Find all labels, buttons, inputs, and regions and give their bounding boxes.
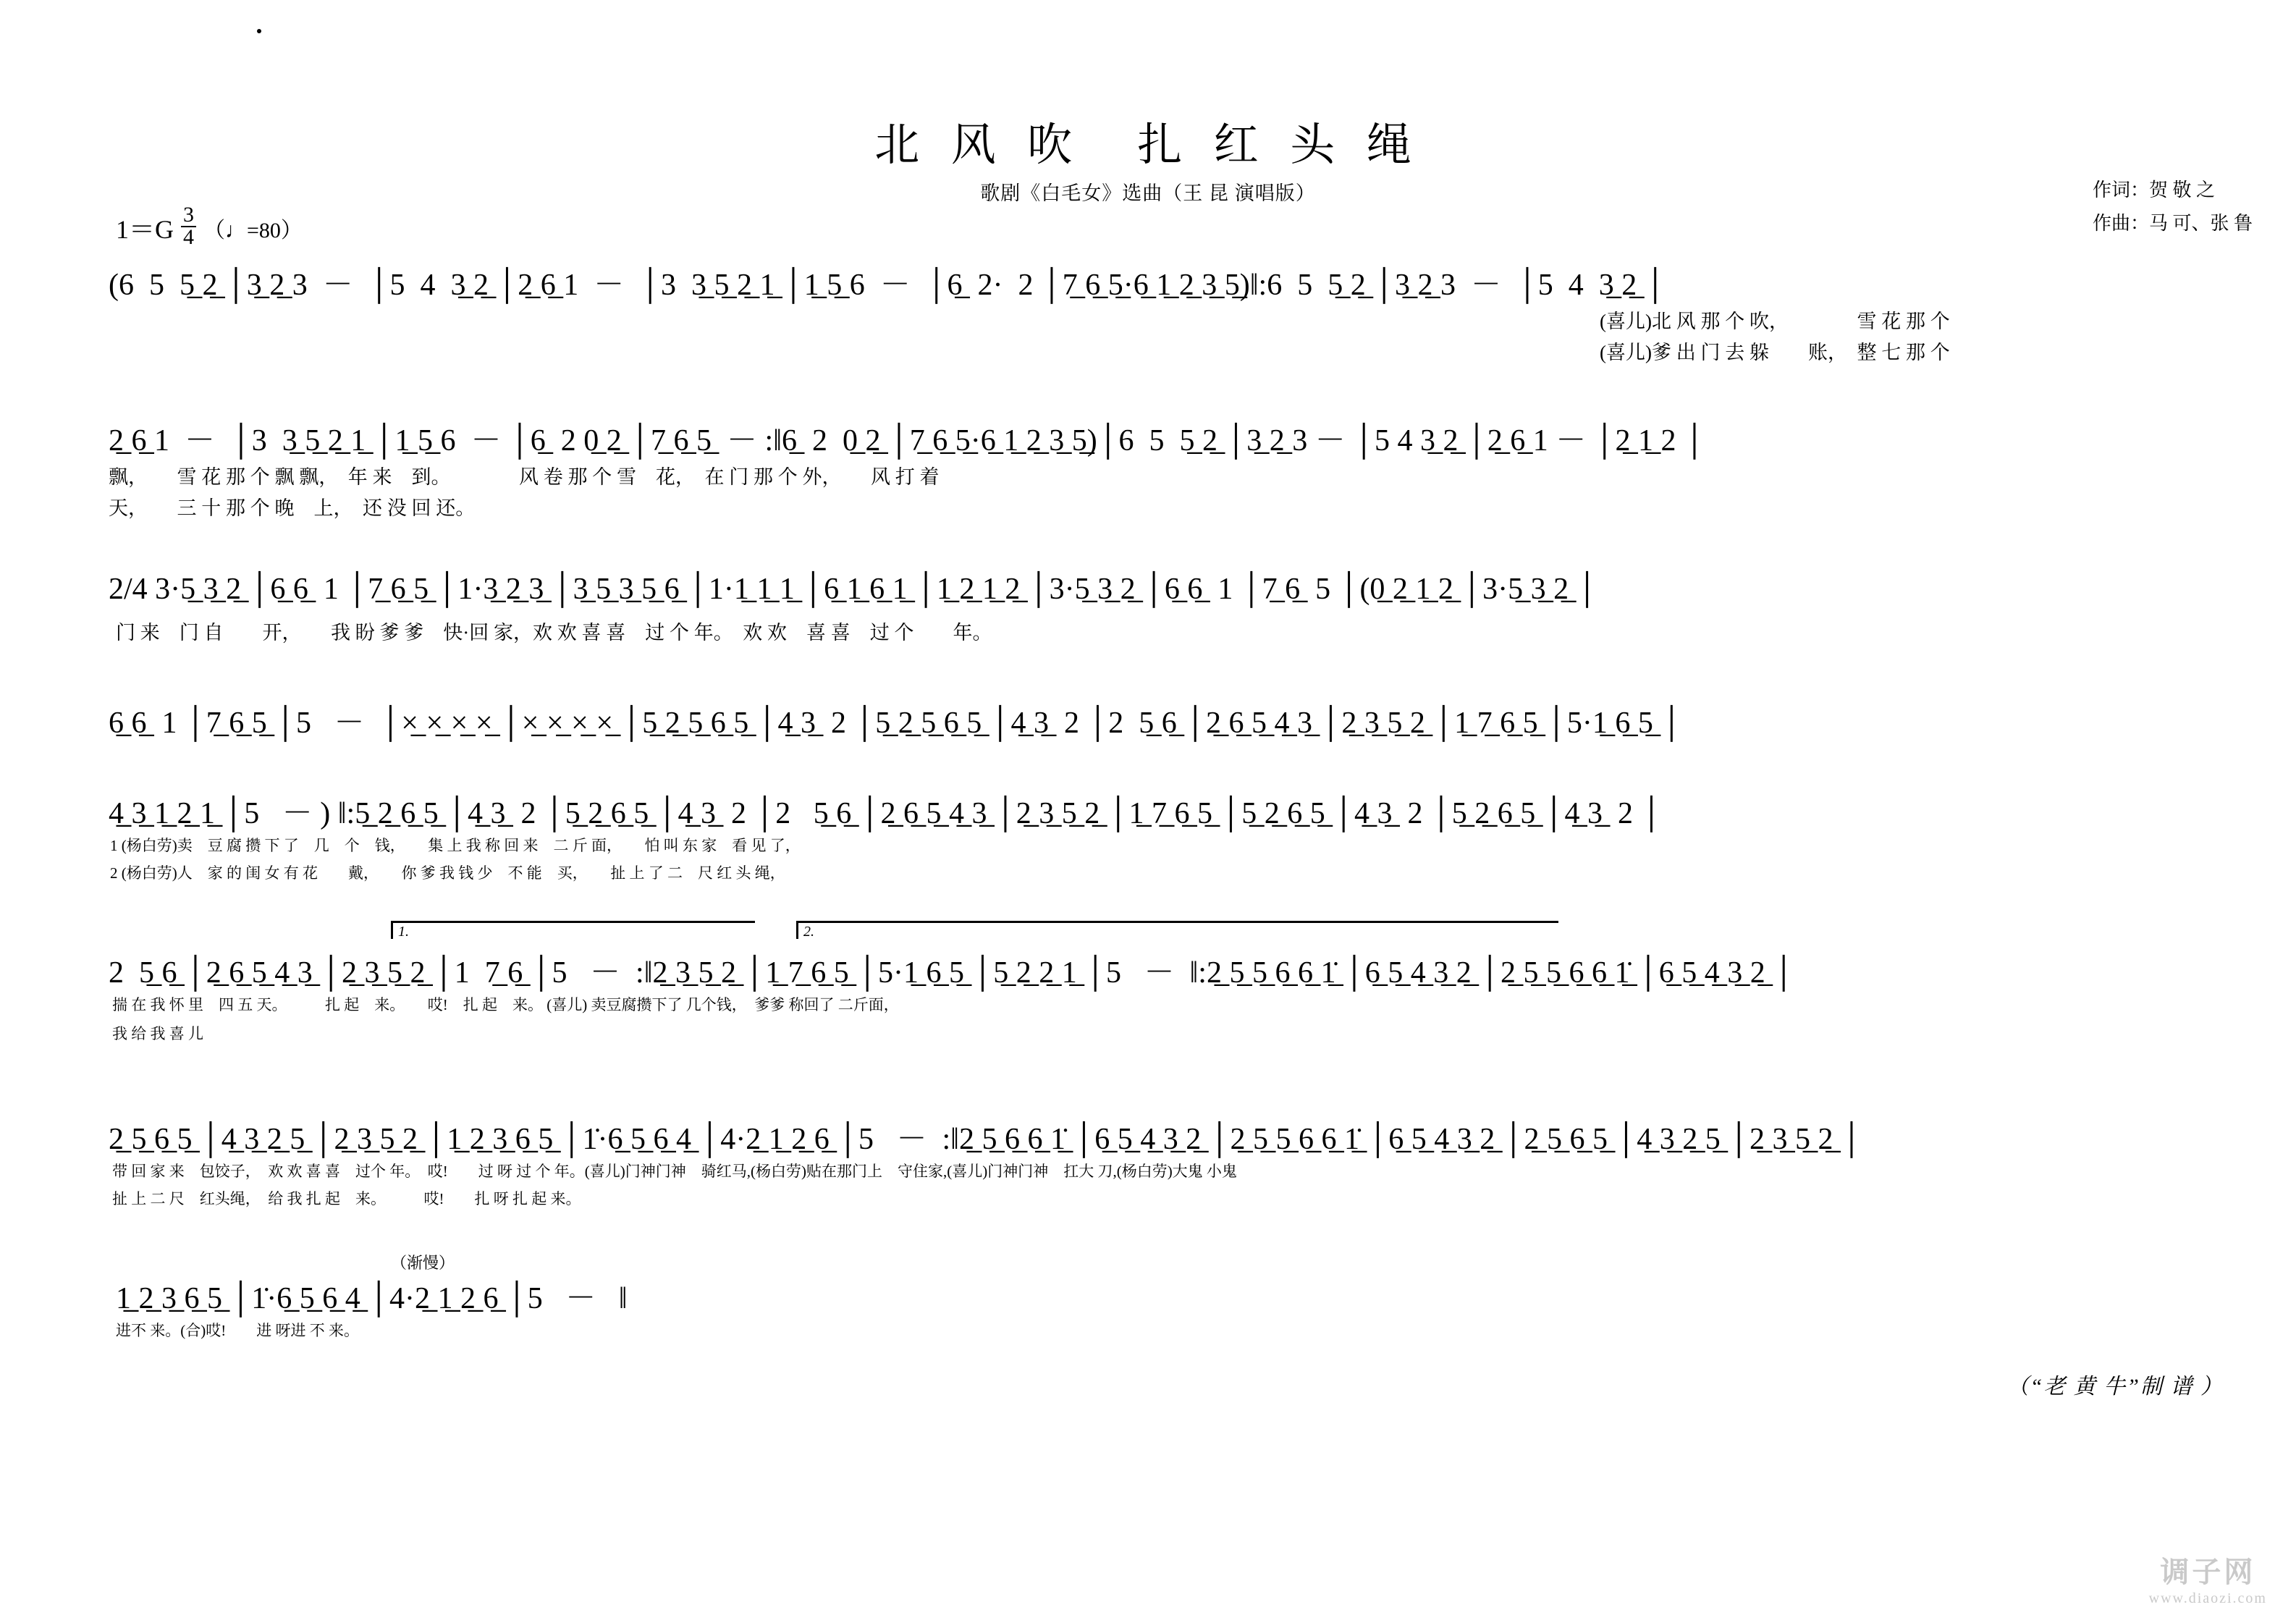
lyric-line: 飘， 雪 花 那 个 飘 飘， 年 来 到。 风 卷 那 个 雪 花， 在 门 那 个 外， 风 打 着 (109, 466, 940, 488)
lyric-line: (喜儿)爹 出 门 去 躲 账， 整 七 那 个 (1600, 342, 1950, 363)
lyric-line: (喜儿)北 风 那 个 吹， 雪 花 那 个 (1600, 311, 1950, 332)
time-signature (181, 205, 196, 248)
credits-block (2093, 174, 2253, 240)
notation-line: 2̲ 6̲ 1 － │3 3̲ 5̲ 2̲ 1̲ │1̲ 5̲ 6 － │6̲ 2 0̲ 2̲ │7̲ 6̲ 5̲ － :‖6̲ 2 0̲ 2̲ │7̲ 6̲ 5̲·6̲ 1̲ 2̲ 3̲ 5̲)│6 5 5̲ 2̲ │3̲ 2̲ 3 － │5 4 3̲ 2̲ │2̲ 6̲ 1 － │2̲ 1̲ 2 │ (109, 424, 1705, 458)
time-signature-numerator: 3 (181, 205, 196, 227)
notation-line: 6̲ 6̲ 1 │7̲ 6̲ 5̲ │5 － │×̲ ×̲ ×̲ ×̲ │×̲ ×̲ ×̲ ×̲ │5̲ 2̲ 5̲ 6̲ 5̲ │4̲ 3̲ 2 │5̲ 2̲ 5̲ 6̲ 5̲ │4̲ 3̲ 2 │2 5̲ 6̲ │2̲ 6̲ 5̲ 4̲ 3̲ │2̲ 3̲ 5̲ 2̲ │1̲ 7̲ 6̲ 5̲ │5·1̲ 6̲ 5̲ │ (109, 707, 1683, 740)
lyric-line: 天， 三 十 那 个 晚 上， 还 没 回 还。 (109, 497, 476, 519)
time-signature-denominator: 4 (183, 224, 194, 249)
notation-line: 2̲ 5̲ 6̲ 5̲ │4̲ 3̲ 2̲ 5̲ │2̲ 3̲ 5̲ 2̲ │1̲ 2̲ 3̲ 6̲ 5̲ │1̇·6̲ 5̲ 6̲ 4̲ │4·2̲ 1̲ 2̲ 6̲ │5 － :‖2̲ 5̲ 6̲ 6̲ 1̲̇ │6̲ 5̲ 4̲ 3̲ 2̲ │2̲ 5̲ 5̲ 6̲ 6̲ 1̲̇ │6̲ 5̲ 4̲ 3̲ 2̲ │2̲ 5̲ 6̲ 5̲ │4̲ 3̲ 2̲ 5̲ │2̲ 3̲ 5̲ 2̲ │ (109, 1123, 1862, 1156)
lyricist-line: 作词：贺 敬 之 (2092, 180, 2215, 201)
tempo-marking: （♩=80） (203, 218, 303, 243)
page-title: 北 风 吹 扎 红 头 绳 (874, 121, 1422, 170)
notation-line: 2 5̲ 6̲ │2̲ 6̲ 5̲ 4̲ 3̲ │2̲ 3̲ 5̲ 2̲ │1 7̲ 6̲ │5 － :‖2̲ 3̲ 5̲ 2̲ │1̲ 7̲ 6̲ 5̲ │5·1̲ 6̲ 5̲ │5̲ 2̲ 2̲ 1̲ │5 － ‖:2̲ 5̲ 5̲ 6̲ 6̲ 1̲̇ │6̲ 5̲ 4̲ 3̲ 2̲ │2̲ 5̲ 5̲ 6̲ 6̲ 1̲̇ │6̲ 5̲ 4̲ 3̲ 2̲ │ (109, 956, 1794, 990)
lyric-line: 扯 上 二 尺 红头绳， 给 我 扎 起 来。 哎! 扎 呀 扎 起 来。 (112, 1190, 581, 1207)
notation-line: 1̲ 2̲ 3̲ 6̲ 5̲ │1̇·6̲ 5̲ 6̲ 4̲ │4·2̲ 1̲ 2̲ 6̲ │5 － ‖ (116, 1282, 628, 1315)
second-ending-bracket (796, 921, 1558, 939)
key-signature: 1＝G (116, 215, 174, 244)
lyric-line: 我 给 我 喜 儿 (112, 1025, 203, 1042)
notation-line: (6 5 5̲ 2̲ │3̲ 2̲ 3 － │5 4 3̲ 2̲ │2̲ 6̲ 1 － │3 3̲ 5̲ 2̲ 1̲ │1̲ 5̲ 6 － │6̲ 2· 2 │7̲ 6̲ 5̲·6̲ 1̲ 2̲ 3̲ 5̲)‖:6 5 5̲ 2̲ │3̲ 2̲ 3 － │5 4 3̲ 2̲ │ (109, 269, 1666, 302)
lyric-line: 揣 在 我 怀 里 四 五 天。 扎 起 来。 哎! 扎 起 来。 (喜儿) 卖豆腐攒下了 几个钱， 爹爹 称回了 二斤面， (112, 996, 899, 1013)
site-watermark (2149, 1549, 2267, 1607)
first-ending-bracket (391, 921, 755, 939)
lyric-line: 2 (杨白劳)人 家 的 闺 女 有 花 戴， 你 爹 我 钱 少 不 能 买， 扯 上 了 二 尺 红 头 绳， (110, 864, 785, 882)
lyric-line: 1 (杨白劳)卖 豆 腐 攒 下 了 几 个 钱， 集 上 我 称 回 来 二 斤 面， 怕 叫 东 家 看 见 了， (110, 837, 801, 854)
stray-dot-mark (257, 29, 261, 33)
composer-line: 作曲：马 可、张 鲁 (2092, 213, 2253, 234)
transcriber-credit: （“老 黄 牛”制 谱 ） (2006, 1375, 2224, 1399)
second-ending-label: 2. (803, 924, 814, 940)
lyric-line: 进不 来。(合)哎! 进 呀进 不 来。 (116, 1322, 359, 1339)
notation-line: 2/4 3·5̲ 3̲ 2̲ │6̲ 6̲ 1 │7̲ 6̲ 5̲ │1·3̲ 2̲ 3̲ │3̲ 5̲ 3̲ 5̲ 6̲ │1·1̲ 1̲ 1̲ │6̲ 1̲ 6̲ 1̲ │1̲ 2̲ 1̲ 2̲ │3·5̲ 3̲ 2̲ │6̲ 6̲ 1 │7̲ 6̲ 5 │(0̲ 2̲ 1̲ 2̲ │3·5̲ 3̲ 2̲ │ (109, 573, 1598, 606)
watermark-name: 调子网 (2160, 1556, 2256, 1588)
notation-line: 4̲ 3̲ 1̲ 2̲ 1̲ │5 － ) ‖:5̲ 2̲ 6̲ 5̲ │4̲ 3̲ 2 │5̲ 2̲ 6̲ 5̲ │4̲ 3̲ 2 │2 5̲ 6̲ │2̲ 6̲ 5̲ 4̲ 3̲ │2̲ 3̲ 5̲ 2̲ │1̲ 7̲ 6̲ 5̲ │5̲ 2̲ 6̲ 5̲ │4̲ 3̲ 2 │5̲ 2̲ 6̲ 5̲ │4̲ 3̲ 2 │ (109, 797, 1663, 830)
lyric-line: 门 来 门 自 开， 我 盼 爹 爹 快·回 家，欢 欢 喜 喜 过 个 年。 欢 欢 喜 喜 过 个 年。 (116, 622, 992, 644)
slowing-marking: （渐慢） (391, 1254, 455, 1272)
watermark-url: www.diaozi.com (2148, 1590, 2267, 1606)
lyric-line: 带 回 家 来 包饺子， 欢 欢 喜 喜 过个 年。 哎! 过 呀 过 个 年。(喜儿)门神门神 骑红马,(杨白劳)贴在那门上 守住家,(喜儿)门神门神 扛大 刀,(杨白劳)大鬼 小鬼 (112, 1163, 1237, 1180)
page-subtitle: 歌剧《白毛女》选曲（王 昆 演唱版） (980, 182, 1316, 204)
score-meta (116, 203, 303, 249)
first-ending-label: 1. (398, 924, 409, 940)
